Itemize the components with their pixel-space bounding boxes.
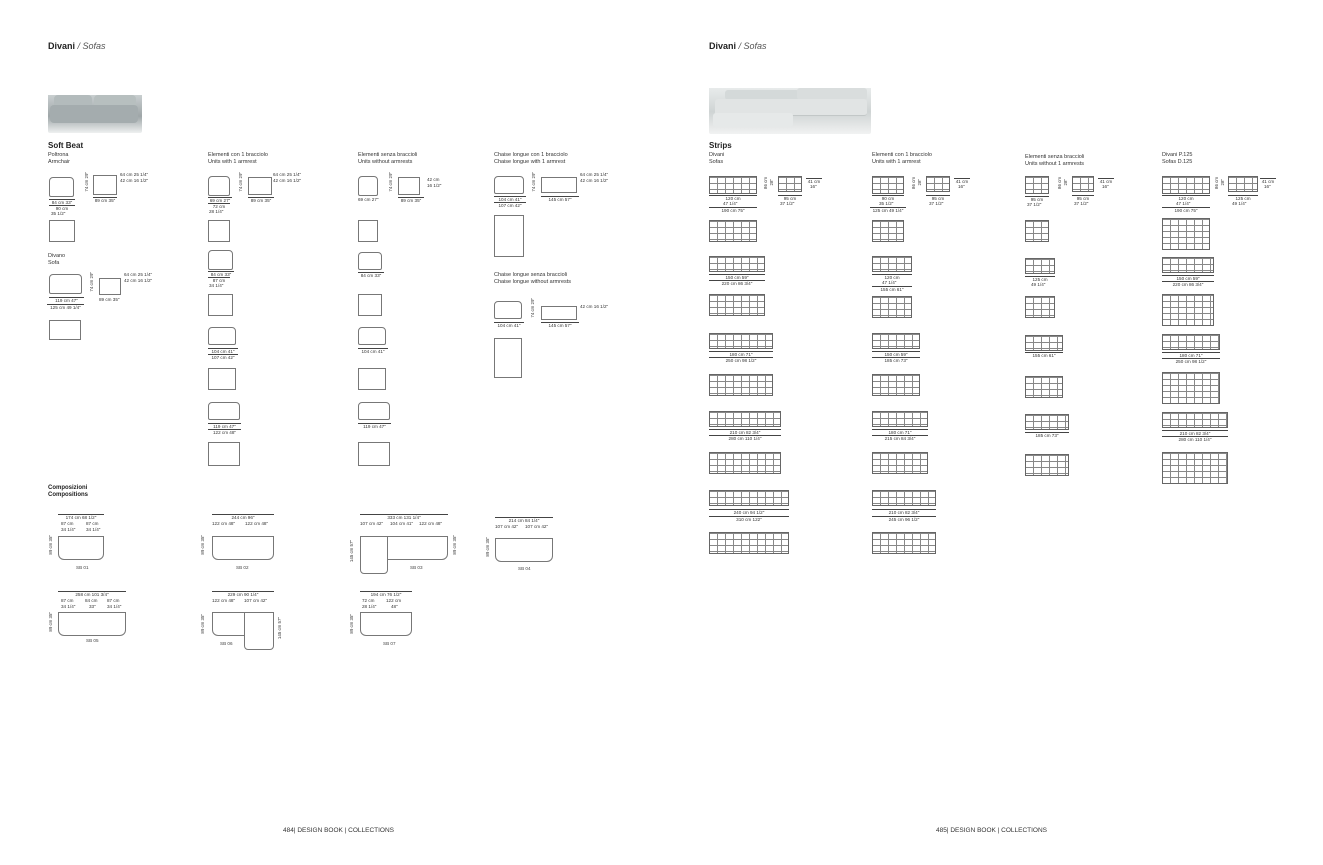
strips-front-view <box>1025 376 1063 398</box>
unit-side-view <box>248 177 272 195</box>
dim: 125 cm 49 1/4" <box>870 207 906 213</box>
armchair-front-view <box>49 220 75 242</box>
sofa-side-view <box>99 278 121 295</box>
dim-v: 28" <box>1220 179 1225 186</box>
armchair-top-view <box>49 177 74 197</box>
dim: 47 1/4" <box>723 201 738 206</box>
dim: 174 cm 68 1/2" <box>58 514 104 520</box>
dim: 49 1/4" <box>1232 201 1247 206</box>
composition-code: SB 01 <box>76 565 89 570</box>
dim: 107 cm 42" <box>494 202 526 208</box>
dim: 107 cm 42" <box>360 521 384 526</box>
dim: 104 cm 41" <box>494 196 526 202</box>
dim: 34 1/4" <box>107 604 122 609</box>
dim-v: 28" <box>1063 179 1068 186</box>
dim: 34 1/4" <box>61 604 76 609</box>
dim: 229 cm 90 1/4" <box>212 591 274 597</box>
dim: 28 1/4" <box>362 604 377 609</box>
dim-v: 86 cm <box>763 177 768 189</box>
dim: 37 1/2" <box>1074 201 1089 206</box>
composition-drawing <box>58 536 104 560</box>
dim: 210 cm 82 3/4" <box>872 509 936 515</box>
dim: 84 cm 33" <box>208 271 234 277</box>
dim-v: 74 cm 29" <box>531 172 536 192</box>
dim: 122 cm 48" <box>212 598 236 603</box>
strips-front-view <box>1162 372 1220 404</box>
unit-top-view <box>208 402 240 420</box>
unit-front-view <box>208 442 240 466</box>
left-header <box>48 41 106 51</box>
dim: 280 cm 110 1/4" <box>1162 436 1228 442</box>
sofa-front-view <box>49 320 81 340</box>
strips-front-view <box>709 220 757 242</box>
dim: 64 cm 25 1/4" <box>120 172 149 177</box>
dim: 120 cm <box>709 195 757 201</box>
dim: 180 cm 71" <box>872 429 928 435</box>
strips-top-view <box>709 411 781 427</box>
strips-front-view <box>872 296 912 318</box>
dim: 122 cm 48" <box>245 521 269 526</box>
unit-top-view <box>358 176 378 196</box>
dim: 90 cm <box>49 205 75 211</box>
dim-v: 89 cm 35" <box>200 614 205 634</box>
dim-v: 28" <box>769 179 774 186</box>
col-label-it: Elementi senza braccioli <box>1025 154 1085 160</box>
unit-front-view <box>358 442 390 466</box>
dim: 119 cm 47" <box>208 423 241 429</box>
col-label-en: Units with 1 armrest <box>872 159 921 165</box>
strips-top-view <box>1162 412 1228 428</box>
armchair-side-view <box>93 175 117 195</box>
strips-top-view <box>1162 334 1220 350</box>
dim: 35 1/2" <box>51 211 66 216</box>
unit-top-view <box>358 252 382 270</box>
dim: 47 1/4" <box>1176 201 1191 206</box>
unit-front-view <box>208 294 233 316</box>
composition-code: SB 03 <box>410 565 423 570</box>
dim: 215 cm 84 3/4" <box>872 435 928 441</box>
dim: 333 cm 131 1/4" <box>360 514 448 520</box>
dim: 122 cm 48" <box>212 521 236 526</box>
dim: 240 cm 94 1/2" <box>709 509 789 515</box>
dim: 34 1/4" <box>61 527 76 532</box>
dim: 145 cm 57" <box>541 196 579 202</box>
dim: 150 cm 59" <box>1162 275 1214 281</box>
no-arm-label-en: Units without armrests <box>358 159 413 165</box>
strips-top-view <box>1162 176 1210 194</box>
dim: 16" <box>958 184 965 189</box>
dim: 16" <box>810 184 817 189</box>
dim: 42 cm <box>427 177 440 182</box>
strips-front-view <box>709 374 773 396</box>
dim: 34 1/4" <box>209 283 224 288</box>
sofa-label-en: Sofa <box>48 260 60 266</box>
dim-v: 145 cm 57" <box>349 540 354 563</box>
unit-front-view <box>208 220 230 242</box>
header-title: Divani <box>48 41 76 51</box>
dim: 69 cm 27" <box>358 197 379 202</box>
dim: 95 cm <box>1072 195 1094 201</box>
strips-top-view <box>709 176 757 194</box>
dim-v: 89 cm 35" <box>48 612 53 632</box>
dim: 250 cm 98 1/2" <box>709 357 773 363</box>
dim: 33" <box>89 604 96 609</box>
dim: 150 cm 59" <box>872 351 920 357</box>
dim: 42 cm 16 1/2" <box>580 178 609 183</box>
right-page-footer: 485| DESIGN BOOK | COLLECTIONS <box>936 827 1048 834</box>
dim: 49 1/4" <box>1031 282 1046 287</box>
strips-top-view <box>709 490 789 506</box>
composition-drawing <box>58 612 126 636</box>
strips-top-view <box>872 256 912 272</box>
dim: 89 cm 35" <box>248 197 274 203</box>
dim: 122 cm 48" <box>419 521 443 526</box>
dim: 42 cm 16 1/2" <box>580 304 609 309</box>
dim: 194 cm 76 1/2" <box>360 591 412 597</box>
dim: 120 cm <box>872 274 912 280</box>
strips-side-view <box>778 176 802 192</box>
dim-v: 86 cm <box>1057 177 1062 189</box>
dim: 37 1/2" <box>1027 202 1042 207</box>
strips-front-view <box>1162 294 1214 326</box>
dim-v: 86 cm <box>1214 177 1219 189</box>
header-subtitle: / Sofas <box>77 41 106 51</box>
dim-v: 86 cm <box>911 177 916 189</box>
dim-v: 74 cm 29" <box>238 172 243 192</box>
chaise1-label-it: Chaise longue con 1 bracciolo <box>494 152 568 158</box>
dim-v: 89 cm 35" <box>48 535 53 555</box>
dim: 107 cm 42" <box>244 598 268 603</box>
dim: 122 cm 48" <box>208 429 241 435</box>
composition-code: SB 04 <box>518 566 531 571</box>
strips-front-view <box>872 374 920 396</box>
strips-front-view <box>1162 452 1228 484</box>
soft-beat-photo <box>48 91 142 133</box>
unit-front-view <box>358 368 386 390</box>
strips-top-view <box>1025 176 1049 194</box>
dim: 125 cm 49 1/4" <box>47 304 84 310</box>
chaise0-label-en: Chaise longue without armrests <box>494 279 572 285</box>
col-label-en: Sofas <box>709 159 724 165</box>
dim: 47 1/4" <box>882 280 897 285</box>
strips-top-view <box>872 333 920 349</box>
dim: 48" <box>391 604 398 609</box>
unit-top-view <box>358 402 390 420</box>
chaise1-label-en: Chaise longue with 1 armrest <box>494 159 566 165</box>
unit-front-view <box>358 294 382 316</box>
unit-top-view <box>358 327 386 345</box>
composition-code: SB 02 <box>236 565 249 570</box>
dim: 87 cm <box>86 521 99 526</box>
strips-front-view <box>872 452 928 474</box>
strips-top-view <box>1025 335 1063 351</box>
col-label-en: Units without 1 armrests <box>1025 161 1084 167</box>
col-label-en: Sofas D.125 <box>1162 159 1193 165</box>
chaise-front-view <box>494 338 522 378</box>
composition-drawing <box>495 538 553 562</box>
dim: 150 cm 59" <box>709 274 765 280</box>
dim: 220 cm 86 3/4" <box>1162 281 1214 287</box>
dim: 125 cm <box>1025 276 1055 282</box>
chaise0-label-it: Chaise longue senza braccioli <box>494 272 568 278</box>
strips-top-view <box>872 411 928 427</box>
strips-top-view <box>1025 414 1069 430</box>
compositions-title-it: Composizioni <box>48 485 88 491</box>
left-page-footer: 484| DESIGN BOOK | COLLECTIONS <box>283 827 395 834</box>
dim: 41 cm <box>955 179 969 184</box>
dim: 42 cm 16 1/2" <box>273 178 302 183</box>
product-title: Soft Beat <box>48 141 84 150</box>
dim: 119 cm 47" <box>358 423 391 429</box>
dim: 145 cm 57" <box>541 322 579 328</box>
dim: 280 cm 110 1/4" <box>709 435 781 441</box>
strips-front-view <box>709 532 789 554</box>
dim: 87 cm <box>61 521 74 526</box>
composition-chaise <box>244 612 274 650</box>
dim: 190 cm 75" <box>709 207 757 213</box>
dim: 72 cm <box>362 598 375 603</box>
dim: 104 cm 41" <box>494 322 524 328</box>
dim: 107 cm 42" <box>208 354 238 360</box>
chaise-side-view <box>541 306 577 320</box>
strips-side-view <box>926 176 950 192</box>
chaise-side-view <box>541 177 577 193</box>
dim: 214 cm 84 1/4" <box>495 517 553 523</box>
dim-v: 74 cm 29" <box>89 272 94 292</box>
strips-front-view <box>709 452 781 474</box>
dim: 107 cm 42" <box>525 524 549 529</box>
dim: 185 cm 73" <box>1025 432 1069 438</box>
dim-v: 74 cm 29" <box>84 172 89 192</box>
dim: 95 cm <box>926 195 950 201</box>
dim: 250 cm 98 1/2" <box>1162 358 1220 364</box>
strips-top-view <box>1025 258 1055 274</box>
one-arm-label-it: Elementi con 1 bracciolo <box>208 152 268 158</box>
strips-top-view <box>1162 257 1214 273</box>
strips-photo <box>709 85 871 134</box>
col-label-it: Elementi con 1 bracciolo <box>872 152 932 158</box>
dim-v: 74 cm 29" <box>388 172 393 192</box>
strips-front-view <box>1025 454 1069 476</box>
armchair-label-it: Poltrona <box>48 152 69 158</box>
dim: 89 cm 35" <box>94 198 116 203</box>
no-arm-label-it: Elementi senza braccioli <box>358 152 418 158</box>
strips-front-view <box>1162 218 1210 250</box>
product-title: Strips <box>709 141 732 150</box>
dim: 35 1/2" <box>879 201 894 206</box>
strips-side-view <box>1072 176 1094 192</box>
dim: 95 cm <box>778 195 802 201</box>
strips-front-view <box>872 532 936 554</box>
strips-front-view <box>709 294 765 316</box>
composition-code: SB 07 <box>383 641 396 646</box>
dim: 107 cm 42" <box>495 524 519 529</box>
composition-code: SB 05 <box>86 638 99 643</box>
strips-front-view <box>1025 220 1049 242</box>
dim: 190 cm 75" <box>1162 207 1210 213</box>
dim: 16" <box>1102 184 1109 189</box>
strips-top-view <box>872 176 904 194</box>
chaise-top-view <box>494 301 522 319</box>
strips-front-view <box>1025 296 1055 318</box>
dim: 64 cm 25 1/4" <box>580 172 609 177</box>
dim: 104 cm 41" <box>208 348 238 354</box>
dim: 87 cm <box>208 277 230 283</box>
chaise-top-view <box>494 176 524 194</box>
dim: 119 cm 47" <box>49 297 84 303</box>
dim: 84 cm 33" <box>49 199 75 205</box>
right-header <box>709 41 767 51</box>
unit-top-view <box>208 176 230 196</box>
chaise-front-view <box>494 215 524 257</box>
dim: 258 cm 101 3/4" <box>58 591 126 597</box>
composition-code: SB 06 <box>220 641 233 646</box>
dim: 125 cm <box>1228 195 1258 201</box>
dim: 310 cm 122" <box>709 516 789 522</box>
dim: 72 cm <box>208 203 230 209</box>
dim: 244 cm 96" <box>212 514 274 520</box>
dim-v: 89 cm 35" <box>349 614 354 634</box>
strips-side-view <box>1228 176 1258 192</box>
dim: 155 cm 61" <box>872 286 912 292</box>
dim-v: 145 cm 57" <box>277 617 282 640</box>
dim: 104 cm 41" <box>358 348 388 354</box>
dim: 155 cm 61" <box>1025 352 1063 358</box>
dim: 245 cm 96 1/2" <box>872 516 936 522</box>
dim: 122 cm <box>386 598 402 603</box>
dim-v: 89 cm 35" <box>485 537 490 557</box>
dim: 210 cm 82 3/4" <box>709 429 781 435</box>
unit-top-view <box>208 250 233 270</box>
unit-front-view <box>208 368 236 390</box>
dim-v: 89 cm 35" <box>200 535 205 555</box>
one-arm-label-en: Units with 1 armrest <box>208 159 257 165</box>
dim: 41 cm <box>1099 179 1113 184</box>
armchair-label-en: Armchair <box>48 159 71 165</box>
dim: 28 1/4" <box>209 209 224 214</box>
sofa-label-it: Divano <box>48 253 66 259</box>
dim: 120 cm <box>1162 195 1210 201</box>
dim: 37 1/2" <box>929 201 944 206</box>
dim: 180 cm 71" <box>1162 352 1220 358</box>
dim: 104 cm 41" <box>390 521 414 526</box>
dim: 84 cm <box>85 598 98 603</box>
strips-top-view <box>709 256 765 272</box>
col-label-it: Divani P.125 <box>1162 152 1193 158</box>
unit-front-view <box>358 220 378 242</box>
dim: 69 cm 27" <box>209 198 231 203</box>
dim-v: 89 cm 35" <box>452 535 457 555</box>
composition-drawing <box>212 536 274 560</box>
dim: 41 cm <box>1261 179 1275 184</box>
dim: 37 1/2" <box>780 201 795 206</box>
unit-side-view <box>398 177 420 195</box>
dim: 64 cm 25 1/4" <box>273 172 302 177</box>
dim: 16 1/2" <box>427 183 442 188</box>
dim: 64 cm 25 1/4" <box>124 272 153 277</box>
dim: 220 cm 86 3/4" <box>709 280 765 286</box>
dim: 90 cm <box>872 195 904 201</box>
dim-v: 28" <box>917 179 922 186</box>
strips-top-view <box>872 490 936 506</box>
header-subtitle: / Sofas <box>738 41 767 51</box>
dim: 41 cm <box>807 179 821 184</box>
dim: 180 cm 71" <box>709 351 773 357</box>
dim: 42 cm 16 1/2" <box>120 178 149 183</box>
sofa-top-view <box>49 274 82 294</box>
dim: 185 cm 73" <box>872 357 920 363</box>
dim-v: 74 cm 29" <box>530 298 535 318</box>
dim: 34 1/4" <box>86 527 101 532</box>
dim: 84 cm 33" <box>358 272 384 278</box>
dim: 210 cm 82 3/4" <box>1162 430 1228 436</box>
composition-drawing <box>360 612 412 636</box>
dim: 42 cm 16 1/2" <box>124 278 153 283</box>
compositions-title-en: Compositions <box>48 492 88 498</box>
header-title: Divani <box>709 41 737 51</box>
strips-front-view <box>872 220 904 242</box>
dim: 87 cm <box>61 598 74 603</box>
col-label-it: Divani <box>709 152 725 158</box>
dim: 89 cm 35" <box>398 197 424 203</box>
unit-top-view <box>208 327 236 345</box>
dim: 89 cm 35" <box>99 297 120 302</box>
dim: 16" <box>1264 184 1271 189</box>
dim: 95 cm <box>1025 196 1049 202</box>
composition-chaise <box>360 536 388 574</box>
strips-top-view <box>709 333 773 349</box>
dim: 87 cm <box>107 598 120 603</box>
